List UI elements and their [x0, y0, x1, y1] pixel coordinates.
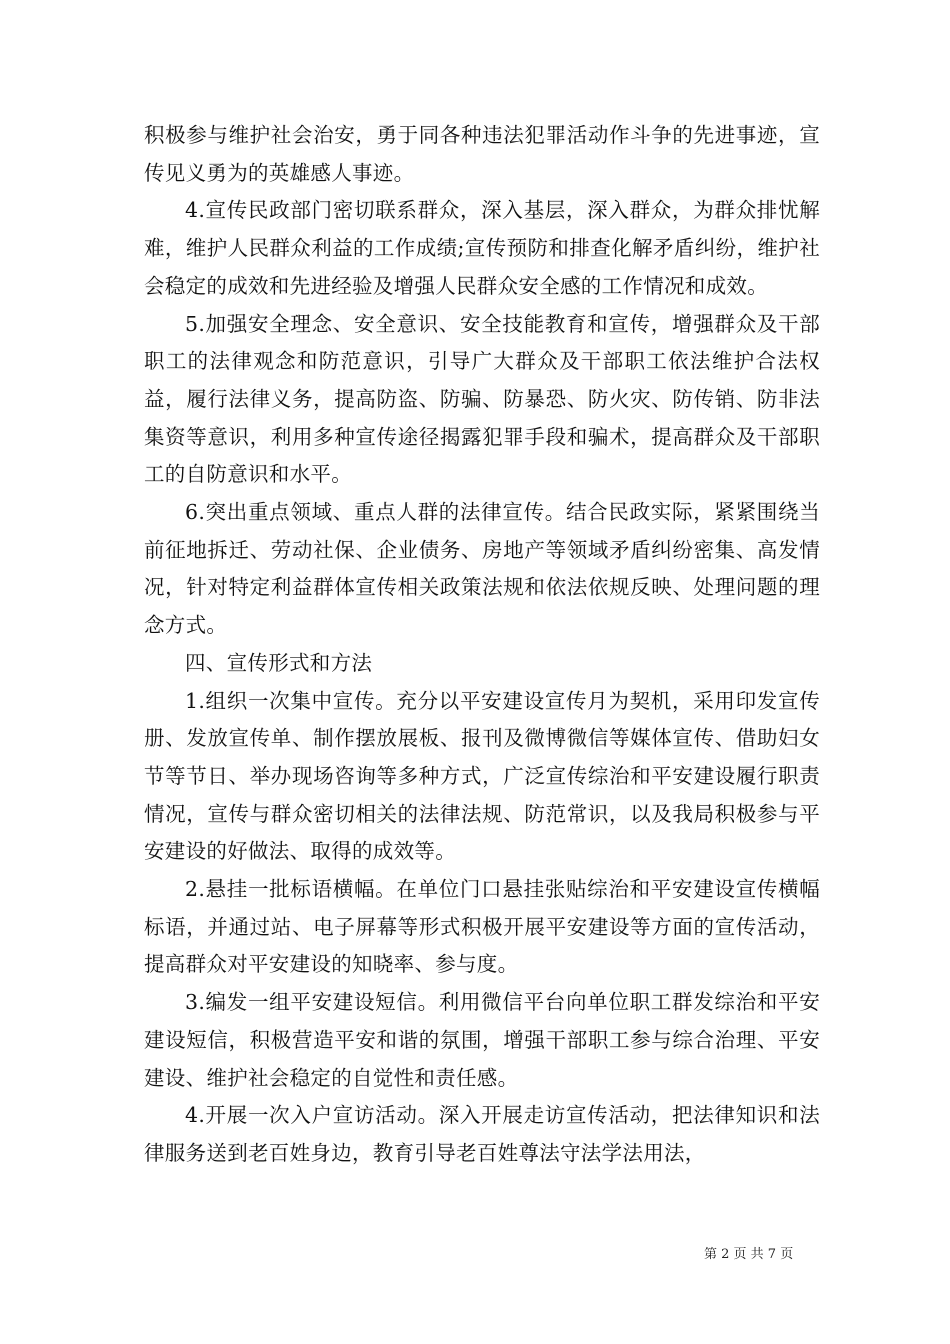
paragraph-method-4: 4.开展一次入户宣访活动。深入开展走访宣传活动，把法律知识和法律服务送到老百姓身边，教育引导老百姓尊法守法学法用法，	[144, 1103, 820, 1165]
paragraph-method-1: 1.组织一次集中宣传。充分以平安建设宣传月为契机，采用印发宣传册、发放宣传单、制作摆放展板、报刊及微博微信等媒体宣传、借助妇女节等节日、举办现场咨询等多种方式，广泛宣传综治和平安建设履行职责情况，宣传与群众密切相关的法律法规、防范常识，以及我局积极参与平安建设的好做法、取得的成效等。	[144, 688, 820, 864]
document-body	[144, 117, 820, 1173]
paragraph-continuation: 积极参与维护社会治安，勇于同各种违法犯罪活动作斗争的先进事迹，宣传见义勇为的英雄感人事迹。	[144, 123, 820, 185]
paragraph-method-2: 2.悬挂一批标语横幅。在单位门口悬挂张贴综治和平安建设宣传横幅标语，并通过站、电子屏幕等形式积极开展平安建设等方面的宣传活动，提高群众对平安建设的知晓率、参与度。	[144, 877, 820, 977]
page-number: 第 2 页 共 7 页	[704, 1247, 794, 1262]
paragraph-method-3: 3.编发一组平安建设短信。利用微信平台向单位职工群发综治和平安建设短信，积极营造平安和谐的氛围，增强干部职工参与综合治理、平安建设、维护社会稳定的自觉性和责任感。	[144, 990, 820, 1090]
section-heading: 四、宣传形式和方法	[185, 650, 373, 675]
paragraph-item-6: 6.突出重点领域、重点人群的法律宣传。结合民政实际，紧紧围绕当前征地拆迁、劳动社保、企业债务、房地产等领域矛盾纠纷密集、高发情况，针对特定利益群体宣传相关政策法规和依法依规反映、处理问题的理念方式。	[144, 500, 820, 638]
paragraph-item-5: 5.加强安全理念、安全意识、安全技能教育和宣传，增强群众及干部职工的法律观念和防范意识，引导广大群众及干部职工依法维护合法权益，履行法律义务，提高防盗、防骗、防暴恐、防火灾、防传销、防非法集资等意识，利用多种宣传途径揭露犯罪手段和骗术，提高群众及干部职工的自防意识和水平。	[144, 311, 820, 487]
paragraph-item-4: 4.宣传民政部门密切联系群众，深入基层，深入群众，为群众排忧解难，维护人民群众利益的工作成绩;宣传预防和排查化解矛盾纠纷，维护社会稳定的成效和先进经验及增强人民群众安全感的工作情况和成效。	[144, 198, 820, 298]
